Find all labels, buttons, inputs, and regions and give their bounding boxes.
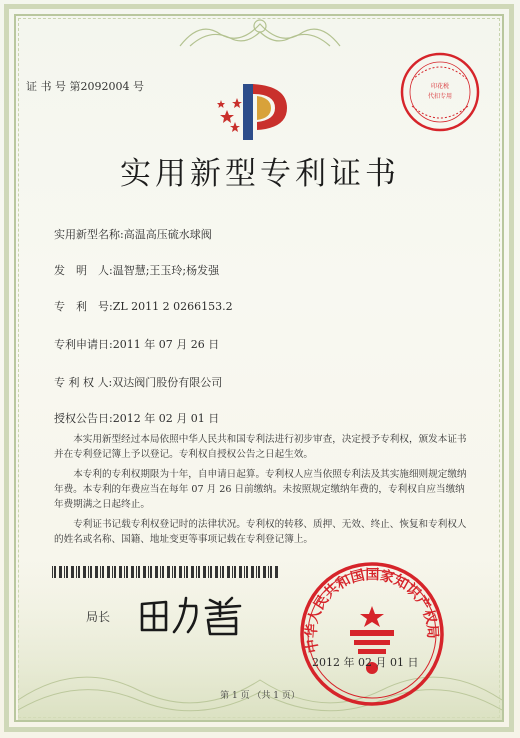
page-number: 第 1 页 （共 1 页）: [220, 691, 300, 701]
body-paragraph-3: 专利证书记载专利权登记时的法律状况。专利权的转移、质押、无效、终止、恢复和专利权人的姓名或名称、国籍、地址变更等事项记载在专利登记簿上。: [54, 519, 467, 545]
director-label: 局长: [86, 610, 111, 624]
patentee-field: [54, 374, 222, 390]
patent-number-label: 专 利 号:: [54, 300, 113, 313]
certificate-body: [54, 432, 472, 552]
filing-date-value: 2011 年 07 月 26 日: [112, 338, 220, 351]
patentee-value: 双达阀门股份有限公司: [112, 376, 223, 389]
svg-text:代扣专用: 代扣专用: [427, 93, 453, 100]
seal-date: 2012 年 02 月 01 日: [312, 656, 419, 669]
certificate-number: 证 书 号 第2092004 号: [26, 80, 144, 93]
barcode: [52, 566, 278, 578]
patentee-label: 专 利 权 人:: [54, 376, 113, 389]
tax-seal-stamp: [398, 50, 482, 134]
seal-arc-text: 中华人民共和国国家知识产权局: [303, 567, 441, 655]
utility-model-name-value: 高温高压硫水球阀: [123, 228, 212, 241]
inventor-label: 发 明 人:: [54, 264, 113, 277]
filing-date-label: 专利申请日:: [54, 338, 113, 351]
certificate-title: 实用新型专利证书: [120, 156, 400, 192]
top-ornament: [170, 16, 350, 50]
body-paragraph-2: 本专利的专利权期限为十年，自申请日起算。专利权人应当依照专利法及其实施细则规定缴纳年费。本专利的年费应当在每年 07 月 26 日前缴纳。未按照规定缴纳年费的，专利权自应当缴纳年费期满之日起终止。: [54, 469, 467, 510]
patent-office-logo-icon: [213, 76, 301, 148]
grant-date-label: 授权公告日:: [54, 412, 113, 425]
grant-date-field: [54, 410, 219, 426]
patent-number-value: ZL 2011 2 0266153.2: [112, 300, 233, 313]
filing-date-field: [54, 336, 219, 352]
director-signature: [136, 590, 266, 640]
grant-date-value: 2012 年 02 月 01 日: [112, 412, 220, 425]
inventor-value: 温智慧;王玉玲;杨发强: [112, 264, 220, 277]
national-ip-office-seal: [298, 560, 446, 708]
svg-text:印花税: 印花税: [430, 83, 450, 90]
body-paragraph-1: 本实用新型经过本局依照中华人民共和国专利法进行初步审查，决定授予专利权，颁发本证书并在专利登记簿上予以登记。专利权自授权公告之日起生效。: [54, 434, 467, 460]
utility-model-name-label: 实用新型名称:: [54, 228, 124, 241]
utility-model-name-field: [54, 226, 212, 242]
patent-number-field: [54, 298, 233, 314]
inventor-field: [54, 262, 219, 278]
